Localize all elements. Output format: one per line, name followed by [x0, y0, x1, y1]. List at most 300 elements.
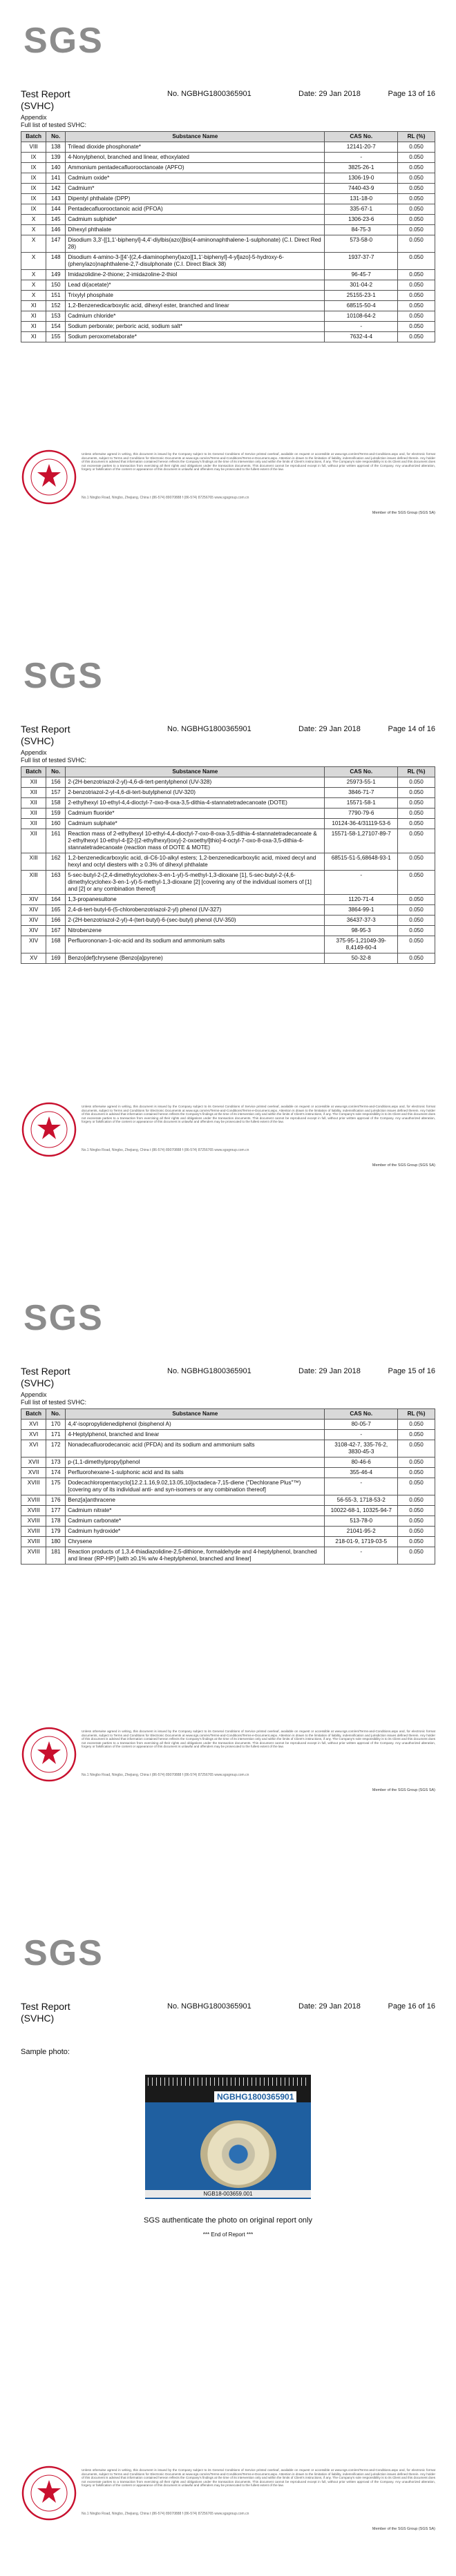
table-cell: 147: [46, 235, 66, 253]
table-row: [21, 1506, 435, 1516]
table-cell: IX: [21, 184, 46, 194]
table-cell: 96-45-7: [325, 270, 398, 280]
table-cell: Disodium 3,3'-[[1,1'-biphenyl]-4,4'-diylbis(azo)]bis(4-aminonaphthalene-1-sulphonate) (C.I. Direct Red 28): [66, 235, 325, 253]
svhc-table: [21, 1408, 435, 1565]
table-row: [21, 916, 435, 926]
table-cell: Chrysene: [66, 1537, 325, 1547]
table-cell: 150: [46, 280, 66, 291]
table-cell: 158: [46, 798, 66, 808]
table-cell: XIII: [21, 871, 46, 895]
authenticate-note: SGS authenticate the photo on original report only: [144, 2216, 312, 2225]
table-cell: VIII: [21, 142, 46, 153]
table-cell: Cadmium nitrate*: [66, 1506, 325, 1516]
column-header: Substance Name: [66, 767, 325, 777]
report-number: No. NGBHG1800365901: [167, 2002, 251, 2011]
table-cell: 3864-99-1: [325, 905, 398, 916]
column-header: Batch: [21, 132, 46, 142]
table-cell: 170: [46, 1420, 66, 1430]
table-cell: XII: [21, 819, 46, 829]
logo-text: SGS: [23, 21, 104, 61]
table-cell: IX: [21, 173, 46, 184]
table-row: [21, 1420, 435, 1430]
table-row: [21, 798, 435, 808]
table-cell: 144: [46, 204, 66, 215]
table-cell: IX: [21, 204, 46, 215]
table-cell: 0.050: [398, 225, 435, 235]
report-date: Date: 29 Jan 2018: [298, 2002, 361, 2011]
table-cell: 7632-4-4: [325, 332, 398, 342]
sgs-logo: [21, 655, 117, 696]
table-cell: 172: [46, 1440, 66, 1458]
table-cell: XII: [21, 829, 46, 853]
table-cell: 21041-95-2: [325, 1527, 398, 1537]
table-cell: Imidazolidine-2-thione; 2-imidazoline-2-thiol: [66, 270, 325, 280]
table-cell: 138: [46, 142, 66, 153]
member-line: Member of the SGS Group (SGS SA): [372, 1788, 435, 1792]
table-cell: XI: [21, 301, 46, 311]
list-title: Full list of tested SVHC:: [21, 122, 87, 128]
table-row: [21, 1537, 435, 1547]
table-row: [21, 936, 435, 953]
report-subtitle: (SVHC): [21, 100, 55, 111]
column-header: RL (%): [398, 1409, 435, 1420]
table-header-row: [21, 1409, 435, 1420]
table-cell: Cadmium*: [66, 184, 325, 194]
report-number: No. NGBHG1800365901: [167, 90, 251, 98]
table-cell: 218-01-9, 1719-03-5: [325, 1537, 398, 1547]
table-cell: 157: [46, 788, 66, 798]
table-cell: XVIII: [21, 1547, 46, 1565]
table-cell: 3825-26-1: [325, 163, 398, 173]
table-cell: 0.050: [398, 1430, 435, 1440]
table-cell: 0.050: [398, 926, 435, 936]
table-cell: 152: [46, 301, 66, 311]
table-row: [21, 1516, 435, 1527]
table-cell: Reaction mass of 2-ethylhexyl 10-ethyl-4,4-dioctyl-7-oxo-8-oxa-3,5-dithia-4-stannatetradecanoate & 2-ethylhexyl 10-ethyl-4-[[2-[(2-ethylhexyl)oxy]-2-oxoethyl]thio]-4-octyl-7-oxo-8-oxa-3,5-dithia-4-stannatetradecanoate (reaction mass of DOTE & MOTE): [66, 829, 325, 853]
table-cell: 0.050: [398, 163, 435, 173]
table-cell: 56-55-3, 1718-53-2: [325, 1495, 398, 1506]
address-line: No.1 Ningbo Road, Ningbo, Zhejiang, China t (86-574) 89070888 f (86-574) 87256765 www.sgsgroup.com.cn: [82, 2512, 249, 2516]
report-number: No. NGBHG1800365901: [167, 1367, 251, 1375]
table-row: [21, 1527, 435, 1537]
table-cell: X: [21, 253, 46, 270]
table-row: [21, 1495, 435, 1506]
table-cell: 139: [46, 153, 66, 163]
table-cell: 176: [46, 1495, 66, 1506]
table-cell: 0.050: [398, 1547, 435, 1565]
table-cell: XIV: [21, 926, 46, 936]
table-row: [21, 808, 435, 819]
table-cell: -: [325, 153, 398, 163]
table-row: [21, 163, 435, 173]
table-cell: XVII: [21, 1458, 46, 1468]
table-cell: Cadmium hydroxide*: [66, 1527, 325, 1537]
table-cell: 149: [46, 270, 66, 280]
table-row: [21, 332, 435, 342]
table-cell: 0.050: [398, 777, 435, 788]
table-row: [21, 311, 435, 322]
report-page-13: [0, 0, 456, 621]
page-number: Page 13 of 16: [388, 90, 435, 98]
table-row: [21, 819, 435, 829]
appendix-label: Appendix: [21, 1391, 47, 1398]
table-cell: X: [21, 235, 46, 253]
table-cell: XVIII: [21, 1478, 46, 1495]
table-cell: p-(1,1-dimethylpropyl)phenol: [66, 1458, 325, 1468]
table-cell: 161: [46, 829, 66, 853]
table-cell: 68515-51-5,68648-93-1: [325, 853, 398, 871]
table-cell: 0.050: [398, 905, 435, 916]
table-cell: 143: [46, 194, 66, 204]
table-cell: 573-58-0: [325, 235, 398, 253]
table-cell: 0.050: [398, 953, 435, 964]
table-row: [21, 204, 435, 215]
table-cell: 7440-43-9: [325, 184, 398, 194]
table-cell: Benz[a]anthracene: [66, 1495, 325, 1506]
table-cell: Reaction products of 1,3,4-thiadiazolidine-2,5-dithione, formaldehyde and 4-heptylphenol, branched and linear (RP-HP) [with ≥0.1% w/w 4-heptylphenol, branched and linear]: [66, 1547, 325, 1565]
table-cell: -: [325, 1547, 398, 1565]
table-cell: Sodium peroxometaborate*: [66, 332, 325, 342]
report-page-14: [0, 635, 456, 1257]
table-cell: 167: [46, 926, 66, 936]
column-header: No.: [46, 132, 66, 142]
table-cell: 180: [46, 1537, 66, 1547]
table-cell: 160: [46, 819, 66, 829]
table-cell: XVIII: [21, 1537, 46, 1547]
table-cell: 156: [46, 777, 66, 788]
table-cell: Ammonium pentadecafluorooctanoate (APFO): [66, 163, 325, 173]
table-cell: 2-ethylhexyl 10-ethyl-4,4-dioctyl-7-oxo-8-oxa-3,5-dithia-4-stannatetradecanoate (DOTE): [66, 798, 325, 808]
table-cell: Perfluorononan-1-oic-acid and its sodium and ammonium salts: [66, 936, 325, 953]
logo-text: SGS: [23, 1933, 104, 1973]
table-cell: XVIII: [21, 1527, 46, 1537]
table-cell: 15571-58-1: [325, 798, 398, 808]
table-cell: 10022-68-1, 10325-94-7: [325, 1506, 398, 1516]
tape-roll: [200, 2120, 276, 2188]
table-cell: 2-benzotriazol-2-yl-4,6-di-tert-butylphenol (UV-320): [66, 788, 325, 798]
table-cell: 0.050: [398, 311, 435, 322]
table-cell: 174: [46, 1468, 66, 1478]
member-line: Member of the SGS Group (SGS SA): [372, 1163, 435, 1168]
table-cell: XII: [21, 808, 46, 819]
table-cell: 154: [46, 322, 66, 332]
table-cell: 0.050: [398, 280, 435, 291]
address-line: No.1 Ningbo Road, Ningbo, Zhejiang, China t (86-574) 89070888 f (86-574) 87256765 www.sgsgroup.com.cn: [82, 496, 249, 500]
disclaimer-text: Unless otherwise agreed in writing, this document is issued by the Company subject to its General Conditions of Service printed overleaf, available on request or accessible at www.sgs.com/en/Terms-and-Conditions.aspx and, for electronic format documents, subject to Terms and Conditions for Electronic Documents at www.sgs.com/en/Terms-and-Conditions/Terms-e-Document.aspx. Attention is drawn to the limitation of liability, indemnification and jurisdiction issues defined therein. Any holder of this document is advised that information contained hereon reflects the Company's findings at the time of its intervention only and within the limits of Client's instructions, if any. The Company's sole responsibility is to its Client and this document does not exonerate parties to a transaction from exercising all their rights and obligations under the transaction documents. This document cannot be reproduced except in full, without prior written approval of the Company. Any unauthorized alteration, forgery or falsification of the content or appearance of this document is unlawful and offenders may be prosecuted to the fullest extent of the law.: [82, 2468, 435, 2488]
report-date: Date: 29 Jan 2018: [298, 725, 361, 733]
address-line: No.1 Ningbo Road, Ningbo, Zhejiang, China t (86-574) 89070888 f (86-574) 87256765 www.sgsgroup.com.cn: [82, 1773, 249, 1777]
table-cell: X: [21, 270, 46, 280]
table-row: [21, 153, 435, 163]
table-row: [21, 270, 435, 280]
report-subtitle: (SVHC): [21, 2013, 55, 2024]
sgs-stamp: [21, 1101, 77, 1158]
table-cell: 0.050: [398, 1506, 435, 1516]
table-cell: 0.050: [398, 788, 435, 798]
column-header: No.: [46, 767, 66, 777]
table-cell: 131-18-0: [325, 194, 398, 204]
table-cell: 3846-71-7: [325, 788, 398, 798]
column-header: CAS No.: [325, 132, 398, 142]
column-header: Batch: [21, 767, 46, 777]
table-cell: 0.050: [398, 798, 435, 808]
table-cell: 0.050: [398, 322, 435, 332]
table-row: [21, 953, 435, 964]
table-cell: 2-(2H-benzotriazol-2-yl)-4-(tert-butyl)-6-(sec-butyl) phenol (UV-350): [66, 916, 325, 926]
table-header-row: [21, 132, 435, 142]
table-cell: 4-Nonylphenol, branched and linear, ethoxylated: [66, 153, 325, 163]
table-cell: 3108-42-7, 335-76-2, 3830-45-3: [325, 1440, 398, 1458]
table-row: [21, 895, 435, 905]
table-cell: XV: [21, 953, 46, 964]
table-row: [21, 1468, 435, 1478]
table-cell: 355-46-4: [325, 1468, 398, 1478]
table-cell: 80-46-6: [325, 1458, 398, 1468]
table-cell: 25155-23-1: [325, 291, 398, 301]
table-cell: 0.050: [398, 270, 435, 280]
table-cell: 168: [46, 936, 66, 953]
table-row: [21, 301, 435, 311]
table-cell: 0.050: [398, 1516, 435, 1527]
table-row: [21, 905, 435, 916]
table-cell: 165: [46, 905, 66, 916]
table-cell: XVII: [21, 1468, 46, 1478]
table-cell: 1,3-propanesultone: [66, 895, 325, 905]
table-cell: 163: [46, 871, 66, 895]
table-cell: 0.050: [398, 173, 435, 184]
page-number: Page 14 of 16: [388, 725, 435, 733]
table-cell: 68515-50-4: [325, 301, 398, 311]
column-header: RL (%): [398, 132, 435, 142]
table-cell: 1,2-Benzenedicarboxylic acid, dihexyl ester, branched and linear: [66, 301, 325, 311]
column-header: Substance Name: [66, 1409, 325, 1420]
table-cell: 0.050: [398, 235, 435, 253]
table-cell: 0.050: [398, 1440, 435, 1458]
table-cell: X: [21, 291, 46, 301]
disclaimer-text: Unless otherwise agreed in writing, this document is issued by the Company subject to its General Conditions of Service printed overleaf, available on request or accessible at www.sgs.com/en/Terms-and-Conditions.aspx and, for electronic format documents, subject to Terms and Conditions for Electronic Documents at www.sgs.com/en/Terms-and-Conditions/Terms-e-Document.aspx. Attention is drawn to the limitation of liability, indemnification and jurisdiction issues defined therein. Any holder of this document is advised that information contained hereon reflects the Company's findings at the time of its intervention only and within the limits of Client's instructions, if any. The Company's sole responsibility is to its Client and this document does not exonerate parties to a transaction from exercising all their rights and obligations under the transaction documents. This document cannot be reproduced except in full, without prior written approval of the Company. Any unauthorized alteration, forgery or falsification of the content or appearance of this document is unlawful and offenders may be prosecuted to the fullest extent of the law.: [82, 1105, 435, 1124]
member-line: Member of the SGS Group (SGS SA): [372, 511, 435, 515]
table-cell: 0.050: [398, 895, 435, 905]
table-cell: X: [21, 215, 46, 225]
table-cell: XII: [21, 798, 46, 808]
table-cell: 4-Heptylphenol, branched and linear: [66, 1430, 325, 1440]
table-cell: 1937-37-7: [325, 253, 398, 270]
table-cell: Cadmium sulphate*: [66, 819, 325, 829]
table-cell: 169: [46, 953, 66, 964]
report-subtitle: (SVHC): [21, 1377, 55, 1388]
table-cell: 181: [46, 1547, 66, 1565]
column-header: CAS No.: [325, 1409, 398, 1420]
table-cell: 335-67-1: [325, 204, 398, 215]
table-cell: 0.050: [398, 184, 435, 194]
table-cell: 1306-19-0: [325, 173, 398, 184]
table-cell: 98-95-3: [325, 926, 398, 936]
table-cell: X: [21, 225, 46, 235]
end-of-report: *** End of Report ***: [202, 2231, 254, 2238]
table-cell: 301-04-2: [325, 280, 398, 291]
table-header-row: [21, 767, 435, 777]
sample-photo: [145, 2075, 311, 2199]
table-cell: 36437-37-3: [325, 916, 398, 926]
table-cell: 151: [46, 291, 66, 301]
table-cell: 0.050: [398, 936, 435, 953]
column-header: CAS No.: [325, 767, 398, 777]
table-row: [21, 853, 435, 871]
page-number: Page 15 of 16: [388, 1367, 435, 1375]
table-cell: 513-78-0: [325, 1516, 398, 1527]
table-cell: -: [325, 1478, 398, 1495]
table-row: [21, 194, 435, 204]
table-cell: Pentadecafluorooctanoic acid (PFOA): [66, 204, 325, 215]
table-cell: 178: [46, 1516, 66, 1527]
table-cell: IX: [21, 163, 46, 173]
table-cell: 15571-58-1,27107-89-7: [325, 829, 398, 853]
table-cell: IX: [21, 153, 46, 163]
table-cell: XVI: [21, 1440, 46, 1458]
table-cell: XIV: [21, 916, 46, 926]
list-title: Full list of tested SVHC:: [21, 1399, 87, 1406]
column-header: Batch: [21, 1409, 46, 1420]
table-cell: XI: [21, 311, 46, 322]
table-cell: Disodium 4-amino-3-[[4'-[(2,4-diaminophenyl)azo][1,1'-biphenyl]-4-yl]azo]-5-hydroxy-6-(phenylazo)naphthalene-2,7-disulphonate (C.I. Direct Black 38): [66, 253, 325, 270]
table-cell: XIV: [21, 936, 46, 953]
page-number: Page 16 of 16: [388, 2002, 435, 2011]
table-cell: 0.050: [398, 204, 435, 215]
table-cell: XI: [21, 332, 46, 342]
table-cell: 12141-20-7: [325, 142, 398, 153]
table-cell: 1,2-benzenedicarboxylic acid, di-C6-10-alkyl esters; 1,2-benzenedicarboxylic acid, mixed decyl and hexyl and octyl diesters with ≥ 0.3% of dihexyl phthalate: [66, 853, 325, 871]
report-subtitle: (SVHC): [21, 735, 55, 746]
table-row: [21, 225, 435, 235]
table-cell: 0.050: [398, 194, 435, 204]
table-cell: 0.050: [398, 215, 435, 225]
table-cell: Perfluorohexane-1-sulphonic acid and its salts: [66, 1468, 325, 1478]
table-cell: Dihexyl phthalate: [66, 225, 325, 235]
table-cell: 146: [46, 225, 66, 235]
table-cell: 141: [46, 173, 66, 184]
table-row: [21, 235, 435, 253]
table-cell: 1120-71-4: [325, 895, 398, 905]
table-row: [21, 1478, 435, 1495]
table-cell: -: [325, 871, 398, 895]
sgs-logo: [21, 19, 117, 61]
table-cell: 0.050: [398, 301, 435, 311]
table-cell: 177: [46, 1506, 66, 1516]
table-cell: 0.050: [398, 1537, 435, 1547]
table-cell: 0.050: [398, 253, 435, 270]
table-cell: Cadmium fluoride*: [66, 808, 325, 819]
table-row: [21, 184, 435, 194]
table-cell: 153: [46, 311, 66, 322]
table-row: [21, 829, 435, 853]
table-cell: 145: [46, 215, 66, 225]
table-row: [21, 871, 435, 895]
list-title: Full list of tested SVHC:: [21, 757, 87, 764]
table-cell: Cadmium oxide*: [66, 173, 325, 184]
logo-text: SGS: [23, 656, 104, 696]
table-cell: 0.050: [398, 916, 435, 926]
table-cell: Dipentyl phthalate (DPP): [66, 194, 325, 204]
table-cell: 0.050: [398, 853, 435, 871]
svhc-table: [21, 766, 435, 964]
table-cell: 1306-23-6: [325, 215, 398, 225]
logo-text: SGS: [23, 1298, 104, 1338]
table-cell: 159: [46, 808, 66, 819]
table-cell: 5-sec-butyl-2-(2,4-dimethylcyclohex-3-en-1-yl)-5-methyl-1,3-dioxane [1], 5-sec-butyl-2-(4,6-dimethylcyclohex-3-en-1-yl)-5-methyl-1,3-dioxane [2] [covering any of the individual isomers of [1] and [2] or any combination thereof]: [66, 871, 325, 895]
table-cell: 4,4'-isopropylidenediphenol (bisphenol A): [66, 1420, 325, 1430]
table-cell: 0.050: [398, 829, 435, 853]
table-row: [21, 253, 435, 270]
table-cell: XIV: [21, 895, 46, 905]
sgs-stamp: [21, 449, 77, 505]
column-header: Substance Name: [66, 132, 325, 142]
table-cell: 171: [46, 1430, 66, 1440]
table-cell: XI: [21, 322, 46, 332]
report-page-16: [0, 1912, 456, 2576]
disclaimer-text: Unless otherwise agreed in writing, this document is issued by the Company subject to its General Conditions of Service printed overleaf, available on request or accessible at www.sgs.com/en/Terms-and-Conditions.aspx and, for electronic format documents, subject to Terms and Conditions for Electronic Documents at www.sgs.com/en/Terms-and-Conditions/Terms-e-Document.aspx. Attention is drawn to the limitation of liability, indemnification and jurisdiction issues defined therein. Any holder of this document is advised that information contained hereon reflects the Company's findings at the time of its intervention only and within the limits of Client's instructions, if any. The Company's sole responsibility is to its Client and this document does not exonerate parties to a transaction from exercising all their rights and obligations under the transaction documents. This document cannot be reproduced except in full, without prior written approval of the Company. Any unauthorized alteration, forgery or falsification of the content or appearance of this document is unlawful and offenders may be prosecuted to the fullest extent of the law.: [82, 452, 435, 472]
table-cell: 84-75-3: [325, 225, 398, 235]
table-cell: Nonadecafluorodecanoic acid (PFDA) and its sodium and ammonium salts: [66, 1440, 325, 1458]
table-cell: 0.050: [398, 332, 435, 342]
table-cell: XII: [21, 788, 46, 798]
table-cell: 25973-55-1: [325, 777, 398, 788]
table-cell: 0.050: [398, 1527, 435, 1537]
table-cell: XIV: [21, 905, 46, 916]
photo-sample-tag: NGBHG1800365901: [214, 2091, 296, 2102]
column-header: RL (%): [398, 767, 435, 777]
table-cell: XVIII: [21, 1506, 46, 1516]
table-cell: Cadmium sulphide*: [66, 215, 325, 225]
table-cell: 7790-79-6: [325, 808, 398, 819]
table-cell: 80-05-7: [325, 1420, 398, 1430]
table-cell: 0.050: [398, 819, 435, 829]
sgs-stamp: [21, 2465, 77, 2521]
table-row: [21, 173, 435, 184]
table-cell: 173: [46, 1458, 66, 1468]
table-cell: 148: [46, 253, 66, 270]
table-cell: 155: [46, 332, 66, 342]
table-cell: XVI: [21, 1420, 46, 1430]
report-page-15: [0, 1277, 456, 1899]
table-cell: 0.050: [398, 871, 435, 895]
table-cell: Trixylyl phosphate: [66, 291, 325, 301]
table-cell: Benzo[def]chrysene (Benzo[a]pyrene): [66, 953, 325, 964]
table-cell: 179: [46, 1527, 66, 1537]
appendix-label: Appendix: [21, 749, 47, 756]
table-cell: XIII: [21, 853, 46, 871]
table-row: [21, 1547, 435, 1565]
report-date: Date: 29 Jan 2018: [298, 90, 361, 98]
table-cell: 50-32-8: [325, 953, 398, 964]
table-cell: X: [21, 280, 46, 291]
table-cell: 0.050: [398, 142, 435, 153]
table-cell: Trilead dioxide phosphonate*: [66, 142, 325, 153]
appendix-label: Appendix: [21, 114, 47, 121]
table-cell: 2-(2H-benzotriazol-2-yl)-4,6-di-tert-pentylphenol (UV-328): [66, 777, 325, 788]
svhc-table: [21, 131, 435, 342]
table-cell: 0.050: [398, 1458, 435, 1468]
table-row: [21, 291, 435, 301]
table-cell: 0.050: [398, 1495, 435, 1506]
disclaimer-text: Unless otherwise agreed in writing, this document is issued by the Company subject to its General Conditions of Service printed overleaf, available on request or accessible at www.sgs.com/en/Terms-and-Conditions.aspx and, for electronic format documents, subject to Terms and Conditions for Electronic Documents at www.sgs.com/en/Terms-and-Conditions/Terms-e-Document.aspx. Attention is drawn to the limitation of liability, indemnification and jurisdiction issues defined therein. Any holder of this document is advised that information contained hereon reflects the Company's findings at the time of its intervention only and within the limits of Client's instructions, if any. The Company's sole responsibility is to its Client and this document does not exonerate parties to a transaction from exercising all their rights and obligations under the transaction documents. This document cannot be reproduced except in full, without prior written approval of the Company. Any unauthorized alteration, forgery or falsification of the content or appearance of this document is unlawful and offenders may be prosecuted to the fullest extent of the law.: [82, 1730, 435, 1749]
table-cell: Sodium perborate; perboric acid, sodium salt*: [66, 322, 325, 332]
column-header: No.: [46, 1409, 66, 1420]
table-row: [21, 926, 435, 936]
table-cell: 164: [46, 895, 66, 905]
table-row: [21, 1458, 435, 1468]
table-row: [21, 215, 435, 225]
table-cell: IX: [21, 194, 46, 204]
